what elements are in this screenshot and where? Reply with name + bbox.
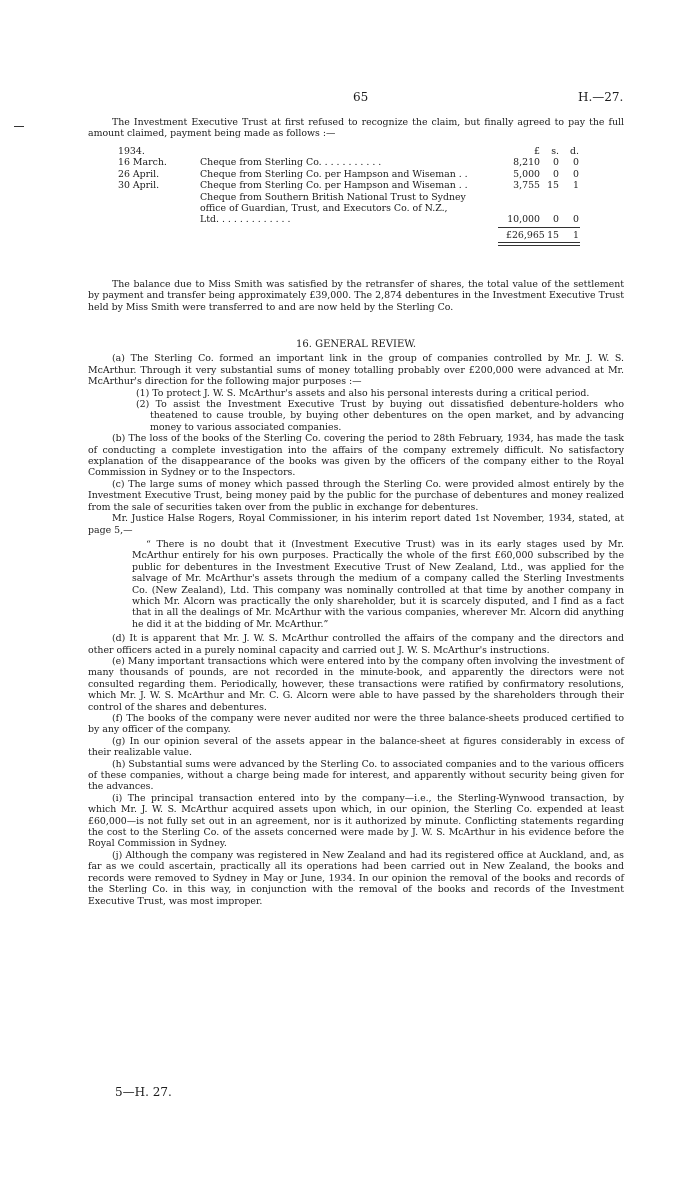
signature-mark: 5—H. 27. [115, 1085, 172, 1099]
total-pounds: £26,965 [506, 229, 545, 241]
payment-pounds: 10,000 [507, 214, 540, 226]
section-heading: 16. GENERAL REVIEW. [296, 339, 416, 350]
balance-text: The balance due to Miss Smith was satisfied by the retransfer of shares, the total value of the settlement by payment and transfer being approximately £39,000. The 2,874 debentures in the Investment Executive Trust held by Miss Smith were transferred to and are now held by the Sterling Co. [88, 279, 624, 313]
payment-shillings: 0 [553, 214, 559, 226]
payment-row [118, 203, 608, 214]
para-a: (a) The Sterling Co. formed an important link in the group of companies controlled by Mr. J. W. S. McArthur. Through it very substantial sums of money totalling probably over £200,000 were advanced at Mr. McArthur's direction for the following major purposes :— [88, 353, 624, 388]
payment-description: Cheque from Sterling Co. per Hampson and Wiseman . . [200, 180, 468, 192]
para-h: (h) Substantial sums were advanced by the Sterling Co. to associated companies and to the various officers of these companies, without a charge being made for interest, and apparently without security being given for the advances. [88, 758, 624, 793]
general-review-section [88, 339, 624, 907]
para-b: (b) The loss of the books of the Sterling Co. covering the period to 28th February, 1934, has made the task of conducting a complete investigation into the affairs of the company extremely difficult. No satisfactory explanation of the disappearance of the books was given by the officers of the company either to the Royal Commission in Sydney or to the Inspectors. [88, 433, 624, 479]
payment-date: 26 April. [118, 168, 160, 180]
intro-paragraph [88, 117, 624, 140]
payment-row [118, 192, 608, 203]
para-c: (c) The large sums of money which passed through the Sterling Co. were provided almost entirely by the Investment Executive Trust, being money paid by the public for the purchase of debentures and money realized from the sale of securities taken over from the public in exchange for debentures. [88, 478, 624, 513]
intro-text: The Investment Executive Trust at first refused to recognize the claim, but finally agreed to pay the full amount claimed, payment being made as follows :— [88, 117, 624, 140]
payment-row [118, 180, 608, 191]
para-d: (d) It is apparent that Mr. J. W. S. McArthur controlled the affairs of the company and the directors and other officers acted in a purely nominal capacity and carried out J. W. S. McArthur's instructions. [88, 633, 624, 656]
payment-row [118, 169, 608, 180]
total-rule-2 [498, 245, 580, 246]
para-e: (e) Many important transactions which were entered into by the company often involving the investment of many thousands of pounds, are not recorded in the minute-book, and apparently the directors were not consulted regarding them. Periodically, however, these transactions were ratified by confirmatory resolutions, which Mr. J. W. S. McArthur and Mr. C. G. Alcorn were able to have passed by the shareholders through their control of the shares and debentures. [88, 655, 624, 713]
purpose-2: (2) To assist the Investment Executive Trust by buying out dissatisfied debenture-holders who theatened to cause trouble, by buying other debentures on the open market, and by advancing money to various associated companies. [136, 399, 624, 433]
para-i: (i) The principal transaction entered into by the company—i.e., the Sterling-Wynwood transaction, by which Mr. J. W. S. McArthur acquired assets upon which, in our opinion, the Sterling Co. expended at least £60,000—is not fully set out in an agreement, nor is it authorized by minute. Conflicting statements regarding the cost to the Sterling Co. of the assets concerned were made by J. W. S. McArthur in his evidence before the Royal Commission in Sydney. [88, 792, 624, 850]
payment-pounds: 5,000 [513, 168, 540, 180]
payment-shillings: 15 [547, 180, 559, 192]
para-g: (g) In our opinion several of the assets appear in the balance-sheet at figures considerably in excess of their realizable value. [88, 735, 624, 759]
payment-description: Cheque from Sterling Co. . . . . . . . . . . [200, 157, 382, 169]
para-j: (j) Although the company was registered in New Zealand and had its registered office at Auckland, and, as far as we could ascertain, practically all its operations had been carried out in New Zealand, the books and records were removed to Sydney in May or June, 1934. In our opinion the removal of the books and records of the Sterling Co. in this way, in conjunction with the removal of the books and records of the Investment Executive Trust, was most improper. [88, 849, 624, 907]
purposes-list [88, 388, 624, 434]
payment-pence: 0 [573, 157, 579, 169]
payment-description: office of Guardian, Trust, and Executors Co. of N.Z., [200, 202, 448, 214]
page-number: 65 [353, 90, 369, 104]
payment-pounds: 3,755 [513, 180, 540, 192]
commissioner-quote [88, 539, 624, 630]
payment-rows [118, 157, 608, 225]
para-justice: Mr. Justice Halse Rogers, Royal Commissioner, in his interim report dated 1st November, 1934, stated, at page 5,— [88, 513, 624, 536]
payments-header-row [118, 146, 608, 157]
balance-paragraph [88, 279, 624, 313]
total-shillings: 15 [547, 229, 559, 241]
payment-pence: 1 [573, 180, 579, 192]
payments-total-row [118, 230, 608, 241]
total-pence: 1 [573, 229, 579, 241]
document-reference: H.—27. [578, 90, 624, 104]
payment-description: Ltd. . . . . . . . . . . . . [200, 214, 291, 226]
payment-pence: 0 [573, 214, 579, 226]
margin-mark [14, 126, 24, 127]
para-f: (f) The books of the company were never audited nor were the three balance-sheets produced certified to by any officer of the company. [88, 713, 624, 736]
payment-date: 30 April. [118, 180, 160, 192]
payment-description: Cheque from Sterling Co. per Hampson and Wiseman . . [200, 168, 468, 180]
subtotal-rule [498, 227, 580, 228]
quote-text: “ There is no doubt that it (Investment Executive Trust) was in its early stages used by Mr. McArthur entirely for his own purposes. Practically the whole of the first £60,000 subscribed by the public for debentures in the Investment Executive Trust of New Zealand, Ltd., was applied for the salvage of Mr. McArthur's assets through the medium of a company called the Sterling Investments Co. (New Zealand), Ltd. This company was nominally controlled at that time by another company in which Mr. Alcorn was practically the only shareholder, but it is scarcely disputed, and I find as a fact that in all the dealings of Mr. McArthur with the various companies, wherever Mr. Alcorn did anything he did it at the bidding of Mr. McArthur.” [132, 538, 624, 630]
purpose-1: (1) To protect J. W. S. McArthur's assets and also his personal interests during a critical period. [136, 387, 590, 399]
payment-date: 16 March. [118, 157, 167, 169]
payment-shillings: 0 [553, 157, 559, 169]
col-pence-header: d. [570, 146, 579, 157]
payment-pounds: 8,210 [513, 157, 540, 169]
payment-row [118, 157, 608, 168]
payments-table [118, 146, 608, 246]
payment-pence: 0 [573, 168, 579, 180]
payment-description: Cheque from Southern British National Trust to Sydney [200, 191, 466, 203]
payments-year: 1934. [118, 146, 145, 157]
col-pounds-header: £ [534, 146, 540, 157]
total-rule-1 [498, 242, 580, 243]
payment-shillings: 0 [553, 168, 559, 180]
payment-row [118, 214, 608, 225]
col-shillings-header: s. [551, 146, 559, 157]
